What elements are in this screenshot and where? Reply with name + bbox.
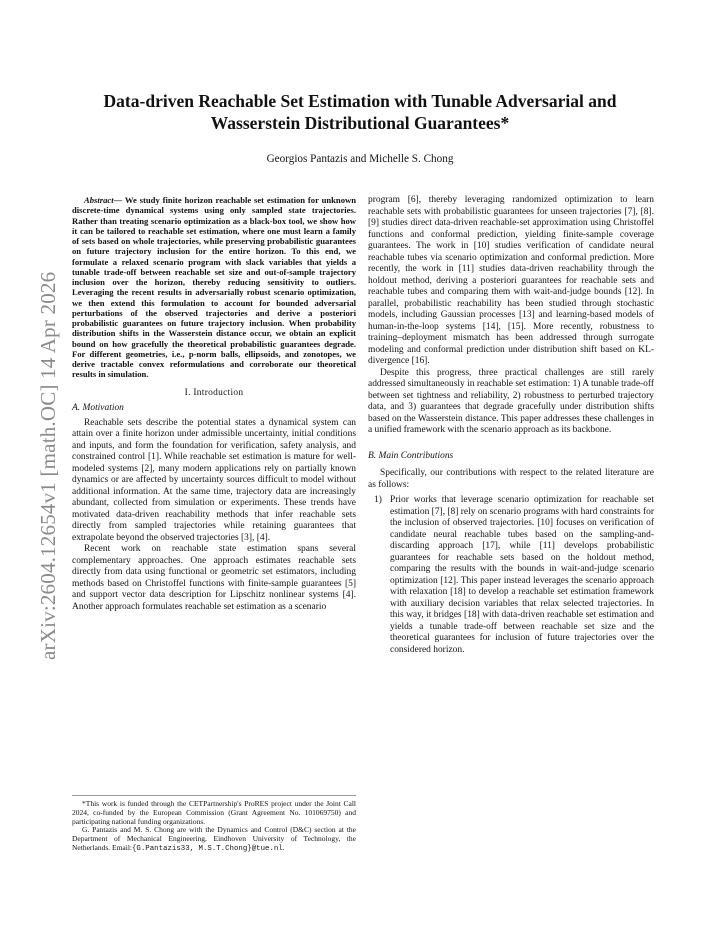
abstract-lead: Abstract [84, 195, 114, 205]
abstract-text: — We study finite horizon reachable set estimation for unknown discrete-time dynamical systems using only sampled state trajectories. Rather than treating scenario optimization as a black-box tool, we show how it can be tailored to reachable set estimation, where one must learn a family of sets based on whole trajectories, while preserving probabilistic guarantees on future trajectory inclusion for the entire horizon. To this end, we formulate a relaxed scenario program with slack variables that yields a tunable trade-off between reachable set size and out-of-sample trajectory inclusion over the horizon, thereby reducing sensitivity to outliers. Leveraging the recent results in adversarially robust scenario optimization, we then extend this formulation to account for bounded adversarial perturbations of the observed trajectories and derive a posteriori probabilistic guarantees on future trajectory inclusion. When probability distribution shifts in the Wasserstein distance occur, we obtain an explicit bound on how gracefully the theoretical probabilistic guarantees degrade. For different geometries, i.e., p-norm balls, ellipsoids, and zonotopes, we derive tractable convex reformulations and corroborate our theoretical results in simulation. [72, 195, 356, 380]
footnote-affiliation [72, 826, 356, 853]
intro-paragraph-2: Recent work on reachable state estimation spans several complementary approaches. One approach estimates reachable sets directly from data using functional or geometric set estimators, including methods based on Christoffel functions with finite-sample guarantees [5] and support vector data description for Lipschitz nonlinear systems [4]. Another approach formulates reachable set estimation as a scenario [72, 544, 356, 612]
footnote-funding: *This work is funded through the CETPartnership's ProRES project under the Joint Call 2024, co-funded by the European Commission (Grant Agreement No. 101069750) and participating national funding organizations. [72, 799, 356, 826]
intro-paragraph-1: Reachable sets describe the potential states a dynamical system can attain over a finite horizon under admissible uncertainty, initial conditions and inputs, and form the foundation for verification, safety analysis, and constrained control [1]. While reachable set estimation is mature for well-modeled systems [2], many modern applications rely on partially known dynamics or are affected by uncertainty sources difficult to model without additional information. At the same time, trajectory data are increasingly abundant, collected from simulation or experiments. These trends have motivated data-driven reachability methods that infer reachable sets directly from sampled trajectories while retaining guarantees that extrapolate beyond the observed trajectories [3], [4]. [72, 417, 356, 543]
footnote-end: . [282, 842, 285, 852]
intro-paragraph-4: Despite this progress, three practical challenges are still rarely addressed simultaneously in reachable set estimation: 1) A tunable trade-off between set tightness and reliability, 2) robustness to perturbed trajectory data, and 3) guarantees that degrade gracefully under distribution shifts based on the Wasserstein distance. This paper addresses these challenges in a unified framework with the scenario approach as its backbone. [368, 367, 654, 435]
subsection-heading-motivation: A. Motivation [72, 403, 124, 413]
intro-paragraph-3: program [6], thereby leveraging randomized optimization to learn reachable sets with probabilistic guarantees for unseen trajectories [7], [8]. [9] studies direct data-driven reachable-set approximation using Christoffel functions and conformal prediction, yielding finite-sample coverage guarantees. The work in [10] studies verification of candidate neural reachable tubes via scenario optimization and conformal prediction. More recently, the work in [11] studies data-driven reachability through the holdout method, deriving a posteriori guarantees for reachable sets and reachable tubes and comparing them with wait-and-judge bounds [12]. In parallel, probabilistic reachability has been studied through stochastic models, including Gaussian processes [13] and learning-based models of human-in-the-loop systems [14], [15]. More recently, robustness to training–deployment mismatch has been addressed through surrogate modeling and conformal prediction under distribution shift based on KL-divergence [16]. [368, 195, 654, 366]
footnote-email: {G.Pantazis33, M.S.T.Chong}@tue.nl [131, 844, 283, 853]
contributions-list [368, 495, 654, 656]
left-column [72, 195, 356, 613]
footnote [72, 795, 356, 854]
section-heading-introduction: I. Introduction [184, 387, 244, 398]
contribution-item-1 [368, 495, 654, 656]
paper-title: Data-driven Reachable Set Estimation with Tunable Adversarial and Wasserstein Distributional Guarantees* [103, 91, 617, 133]
contribution-item-number: 1) [374, 495, 382, 505]
arxiv-identifier: arXiv:2604.12654v1 [math.OC] 14 Apr 2026 [36, 271, 60, 660]
contributions-intro: Specifically, our contributions with respect to the related literature are as follows: [368, 468, 654, 490]
right-column [368, 195, 654, 656]
subsection-heading-contributions: B. Main Contributions [368, 450, 454, 461]
footnote-affiliation-text: G. Pantazis and M. S. Chong are with the Dynamics and Control (D&C) section at the Department of Mechanical Engineering, Eindhoven University of Technology, the Netherlands. Email: [72, 825, 356, 852]
contribution-item-text: Prior works that leverage scenario optimization for reachable set estimation [7], [8] rely on scenario programs with hard constraints for the inclusion of observed trajectories. [10] focuses on verification of candidate neural reachable tubes based on the sampling-and-discarding approach [17], while [11] develops probabilistic guarantees for reachable sets based on the holdout method, comparing the results with the bounds in wait-and-judge scenario optimization [12]. This paper instead leverages the scenario approach with relaxation [18] to develop a reachable set estimation framework with auxiliary decision variables that relax selected trajectories. In this way, it bridges [18] with data-driven reachable set estimation and yields a tunable trade-off between reachable set size and the theoretical guarantees for inclusion of future trajectories over the considered horizon. [390, 495, 654, 655]
abstract [72, 195, 356, 380]
paper-authors: Georgios Pantazis and Michelle S. Chong [266, 153, 454, 165]
arxiv-identifier-margin [14, 220, 58, 660]
